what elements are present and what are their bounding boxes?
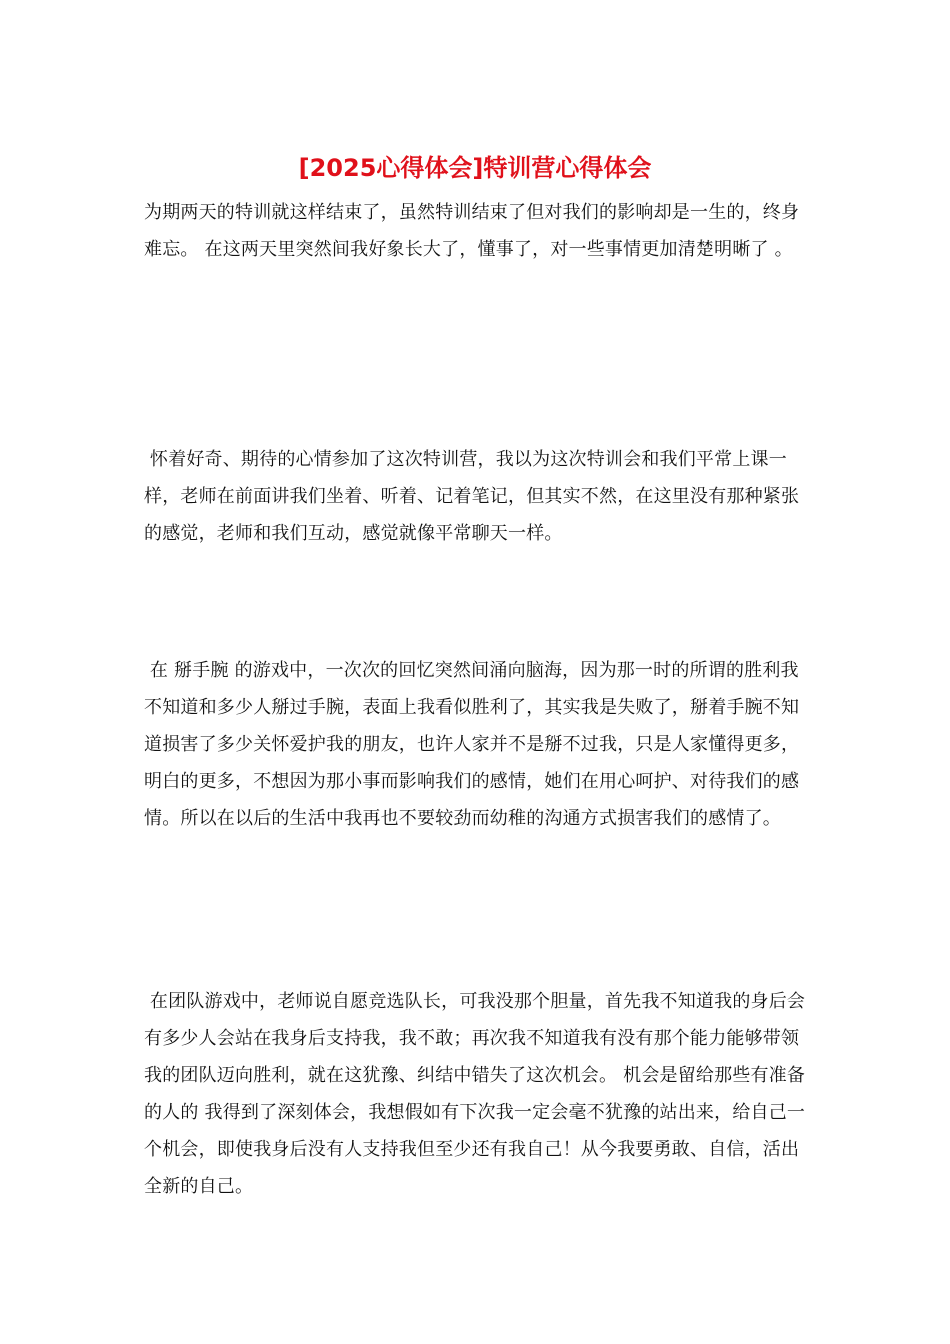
paragraph-3: 在 掰手腕 的游戏中，一次次的回忆突然间涌向脑海，因为那一时的所谓的胜利我不知道和多少人掰过手腕，表面上我看似胜利了，其实我是失败了，掰着手腕不知道损害了多少关怀爱护我的朋友，也许人家并不是掰不过我，只是人家懂得更多，明白的更多，不想因为那小事而影响我们的感情，她们在用心呵护、对待我们的感情。所以在以后的生活中我再也不要较劲而幼稚的沟通方式损害我们的感情了。: [144, 660, 800, 829]
document-title: [2025心得体会]特训营心得体会: [298, 154, 652, 182]
paragraph-4: 在团队游戏中，老师说自愿竞选队长，可我没那个胆量，首先我不知道我的身后会有多少人会站在我身后支持我，我不敢；再次我不知道我有没有那个能力能够带领我的团队迈向胜利，就在这犹豫、纠结中错失了这次机会。 机会是留给那些有准备的人的 我得到了深刻体会，我想假如有下次我一定会毫不犹豫的站出来，给自己一个机会，即使我身后没有人支持我但至少还有我自己！从今我要勇敢、自信，活出全新的自己。: [144, 991, 806, 1197]
paragraph-1: 为期两天的特训就这样结束了，虽然特训结束了但对我们的影响却是一生的，终身难忘。 在这两天里突然间我好象长大了，懂事了，对一些事情更加清楚明晰了 。: [144, 202, 800, 260]
paragraph-2: 怀着好奇、期待的心情参加了这次特训营，我以为这次特训会和我们平常上课一样，老师在前面讲我们坐着、听着、记着笔记，但其实不然，在这里没有那种紧张的感觉，老师和我们互动，感觉就像平常聊天一样。: [144, 449, 800, 544]
